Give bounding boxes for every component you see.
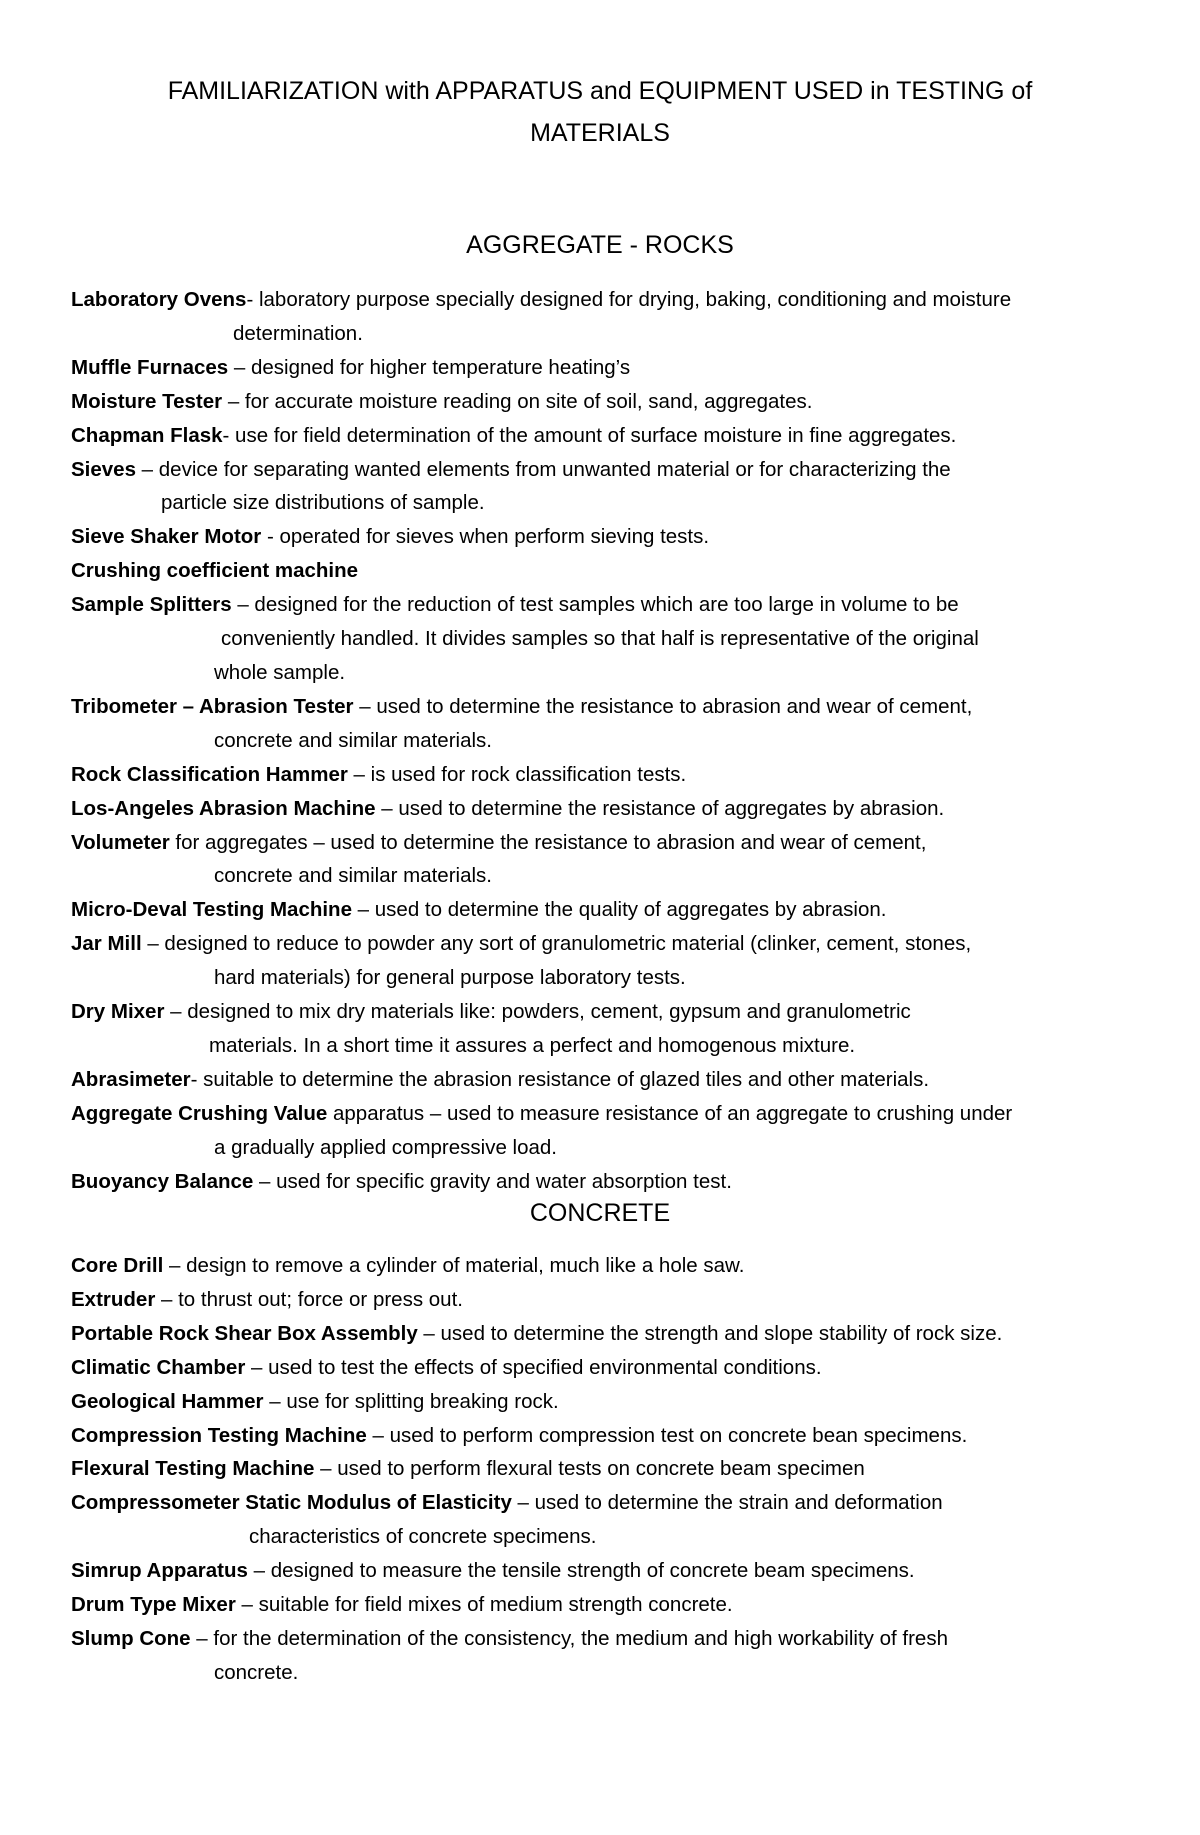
list-item	[71, 554, 1161, 588]
entry-continuation: materials. In a short time it assures a perfect and homogenous mixture.	[209, 1033, 856, 1057]
list-item	[71, 1622, 1161, 1690]
list-item	[71, 1385, 1161, 1419]
entry-text: – for accurate moisture reading on site of soil, sand, aggregates.	[222, 389, 813, 413]
entry-term: Drum Type Mixer	[71, 1593, 236, 1617]
entry-continuation: particle size distributions of sample.	[161, 491, 485, 515]
entry-text: - use for field determination of the amount of surface moisture in fine aggregates.	[222, 423, 957, 447]
entry-term: Tribometer – Abrasion Tester	[71, 694, 354, 718]
list-item	[71, 351, 1161, 385]
entry-text: - laboratory purpose specially designed for drying, baking, conditioning and moisture	[246, 288, 1012, 311]
list-item	[71, 792, 1161, 826]
list-item	[71, 283, 1161, 351]
entry-term: Buoyancy Balance	[71, 1169, 254, 1193]
entry-text: – suitable for field mixes of medium strength concrete.	[235, 1593, 733, 1617]
section-heading-concrete: CONCRETE	[529, 1199, 671, 1227]
entry-term: Simrup Apparatus	[71, 1559, 248, 1583]
entry-term: Geological Hammer	[71, 1389, 264, 1413]
entry-term: Chapman Flask	[71, 423, 223, 447]
list-item	[71, 826, 1161, 894]
entry-term: Volumeter	[71, 830, 170, 854]
entry-continuation: concrete and similar materials.	[214, 728, 492, 752]
entry-term: Rock Classification Hammer	[71, 762, 348, 786]
entry-text: - operated for sieves when perform sieving tests.	[261, 525, 710, 549]
list-item	[71, 588, 1161, 690]
entry-term: Compression Testing Machine	[71, 1423, 367, 1447]
list-item	[71, 758, 1161, 792]
entry-text: – used to determine the quality of aggregates by abrasion.	[351, 898, 887, 922]
entry-text: – used to perform flexural tests on concrete beam specimen	[314, 1457, 865, 1481]
entry-continuation: hard materials) for general purpose laboratory tests.	[214, 966, 686, 990]
entry-term: Flexural Testing Machine	[71, 1457, 315, 1481]
entry-term: Moisture Tester	[71, 389, 223, 413]
list-item	[71, 1317, 1161, 1351]
entry-text: – to thrust out; force or press out.	[155, 1287, 463, 1311]
list-item	[71, 1249, 1161, 1283]
entry-continuation: characteristics of concrete specimens.	[249, 1525, 597, 1549]
entry-term: Abrasimeter	[71, 1067, 191, 1091]
entry-text: – for the determination of the consistency, the medium and high workability of fresh	[190, 1626, 948, 1650]
entry-text: – is used for rock classification tests.	[347, 762, 687, 786]
entry-text: – used for specific gravity and water absorption test.	[253, 1169, 732, 1193]
title-line-1: FAMILIARIZATION with APPARATUS and EQUIPMENT USED in TESTING of	[167, 77, 1033, 105]
list-item	[71, 690, 1161, 758]
list-item	[71, 893, 1161, 927]
title-line-2: MATERIALS	[530, 119, 670, 147]
entry-continuation: conveniently handled. It divides samples so that half is representative of the original	[221, 627, 979, 651]
entry-term: Extruder	[71, 1287, 156, 1311]
entry-text: – designed to reduce to powder any sort of granulometric material (clinker, cement, stones,	[141, 932, 972, 956]
entry-term: Sample Splitters	[71, 593, 232, 617]
entry-term: Climatic Chamber	[71, 1355, 246, 1379]
list-item	[71, 1554, 1161, 1588]
entry-term: Slump Cone	[71, 1626, 191, 1650]
entry-term: Sieves	[71, 457, 136, 481]
entry-term: Compressometer Static Modulus of Elasticity	[71, 1491, 512, 1515]
list-item	[71, 1452, 1161, 1486]
entry-term: Crushing coefficient machine	[71, 559, 359, 583]
entry-term: Aggregate Crushing Value	[71, 1101, 328, 1125]
entry-text: – designed for higher temperature heating’s	[228, 355, 631, 379]
entry-text: – designed to mix dry materials like: powders, cement, gypsum and granulometric	[164, 1000, 911, 1024]
list-item	[71, 520, 1161, 554]
list-item	[71, 1588, 1161, 1622]
entry-text: – used to determine the strength and slope stability of rock size.	[417, 1321, 1003, 1345]
entry-text: apparatus – used to measure resistance of an aggregate to crushing under	[327, 1101, 1013, 1125]
entry-text: – used to determine the strain and deformation	[511, 1491, 943, 1515]
entry-term: Los-Angeles Abrasion Machine	[71, 796, 376, 820]
entry-term: Jar Mill	[71, 932, 142, 956]
aggregate-list	[71, 283, 1161, 1198]
entry-continuation: whole sample.	[214, 660, 346, 684]
entry-text: – used to determine the resistance of aggregates by abrasion.	[375, 796, 945, 820]
entry-term: Sieve Shaker Motor	[71, 525, 262, 549]
entry-term: Dry Mixer	[71, 1000, 165, 1024]
list-item	[71, 385, 1161, 419]
entry-text: for aggregates – used to determine the resistance to abrasion and wear of cement,	[169, 830, 927, 854]
section-heading-aggregate: AGGREGATE - ROCKS	[466, 231, 734, 259]
entry-text: – used to perform compression test on concrete bean specimens.	[366, 1423, 968, 1447]
list-item	[71, 927, 1161, 995]
entry-term: Micro-Deval Testing Machine	[71, 898, 352, 922]
entry-term: Portable Rock Shear Box Assembly	[71, 1321, 418, 1345]
entry-continuation: concrete.	[214, 1660, 299, 1684]
list-item	[71, 1063, 1161, 1097]
entry-text: – used to determine the resistance to abrasion and wear of cement,	[353, 694, 973, 718]
list-item	[71, 453, 1161, 521]
list-item	[71, 1165, 1161, 1199]
entry-text: – designed for the reduction of test samples which are too large in volume to be	[231, 593, 959, 617]
list-item	[71, 1486, 1161, 1554]
entry-term: Laboratory Ovens	[71, 288, 247, 311]
list-item	[71, 1419, 1161, 1453]
concrete-list	[71, 1249, 1161, 1690]
entry-term: Muffle Furnaces	[71, 355, 229, 379]
entry-continuation: determination.	[233, 321, 363, 345]
entry-continuation: concrete and similar materials.	[214, 864, 492, 888]
list-item	[71, 995, 1161, 1063]
entry-text: – design to remove a cylinder of material, much like a hole saw.	[163, 1254, 745, 1277]
entry-text: – used to test the effects of specified environmental conditions.	[245, 1355, 822, 1379]
entry-term: Core Drill	[71, 1254, 164, 1277]
document-title	[0, 70, 1200, 154]
list-item	[71, 1283, 1161, 1317]
entry-text: - suitable to determine the abrasion resistance of glazed tiles and other materials.	[190, 1067, 930, 1091]
list-item	[71, 1351, 1161, 1385]
entry-text: – device for separating wanted elements from unwanted material or for characterizing the	[135, 457, 951, 481]
entry-text: – use for splitting breaking rock.	[263, 1389, 559, 1413]
entry-text: – designed to measure the tensile strength of concrete beam specimens.	[247, 1559, 915, 1583]
list-item	[71, 1097, 1161, 1165]
list-item	[71, 419, 1161, 453]
entry-continuation: a gradually applied compressive load.	[214, 1135, 558, 1159]
